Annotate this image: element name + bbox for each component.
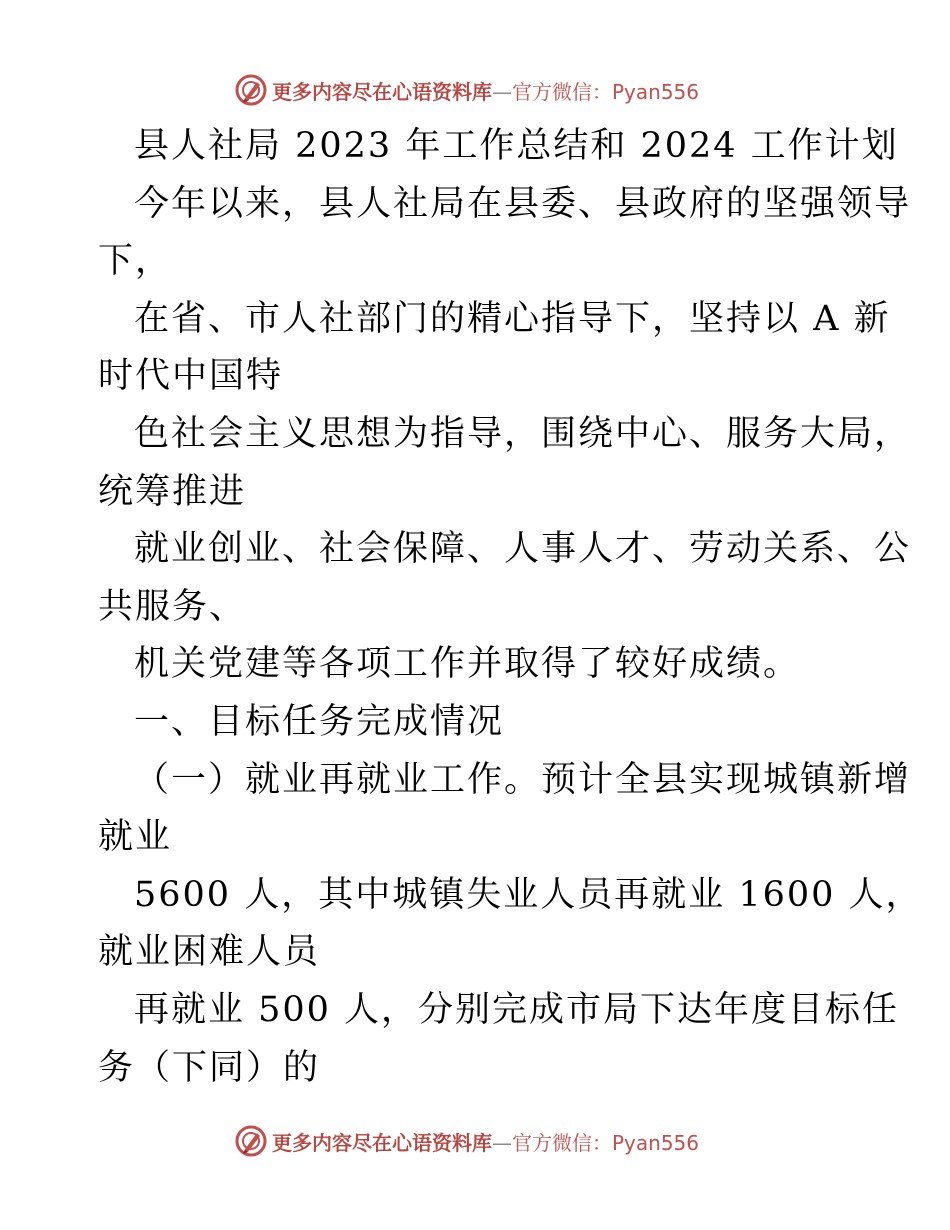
watermark-official: 官方微信： bbox=[512, 79, 612, 104]
text-line: 再就业 500 人，分别完成市局下达年度目标任 bbox=[134, 989, 900, 1030]
watermark-id: Pyan556 bbox=[612, 79, 700, 104]
text-line: 今年以来，县人社局在县委、县政府的坚强领导 bbox=[134, 183, 912, 224]
watermark-id: Pyan556 bbox=[612, 1130, 700, 1155]
text-line: 机关党建等各项工作并取得了较好成绩。 bbox=[134, 644, 801, 685]
text-line: 务（下同）的 bbox=[98, 1047, 321, 1088]
document-title: 县人社局 2023 年工作总结和 2024 工作计划 bbox=[134, 126, 899, 166]
text-line: 就业困难人员 bbox=[98, 932, 321, 973]
text-line: 统筹推进 bbox=[98, 471, 247, 512]
text-line: 时代中国特 bbox=[98, 356, 284, 397]
text-line: 下， bbox=[98, 241, 173, 282]
text-line: 就业 bbox=[98, 817, 173, 858]
text-line: 在省、市人社部门的精心指导下，坚持以 A 新 bbox=[134, 298, 891, 339]
pen-logo-icon bbox=[234, 73, 268, 107]
watermark-text bbox=[272, 76, 699, 105]
text-line: 共服务、 bbox=[98, 586, 247, 627]
watermark-official: 官方微信： bbox=[512, 1130, 612, 1155]
watermark-dash: — bbox=[492, 79, 512, 104]
text-line: （一）就业再就业工作。预计全县实现城镇新增 bbox=[134, 759, 912, 800]
watermark-main: 更多内容尽在心语资料库 bbox=[272, 1130, 492, 1155]
text-line: 5600 人，其中城镇失业人员再就业 1600 人， bbox=[134, 874, 923, 915]
watermark-dash: — bbox=[492, 1130, 512, 1155]
pen-logo-icon bbox=[234, 1124, 268, 1158]
header-watermark bbox=[234, 70, 699, 110]
footer-watermark bbox=[234, 1121, 699, 1161]
text-line: 一、目标任务完成情况 bbox=[134, 701, 505, 742]
text-line: 就业创业、社会保障、人事人才、劳动关系、公 bbox=[134, 529, 912, 570]
watermark-text bbox=[272, 1127, 699, 1156]
watermark-main: 更多内容尽在心语资料库 bbox=[272, 79, 492, 104]
text-line: 色社会主义思想为指导，围绕中心、服务大局， bbox=[134, 413, 912, 454]
document-body bbox=[98, 118, 923, 1097]
